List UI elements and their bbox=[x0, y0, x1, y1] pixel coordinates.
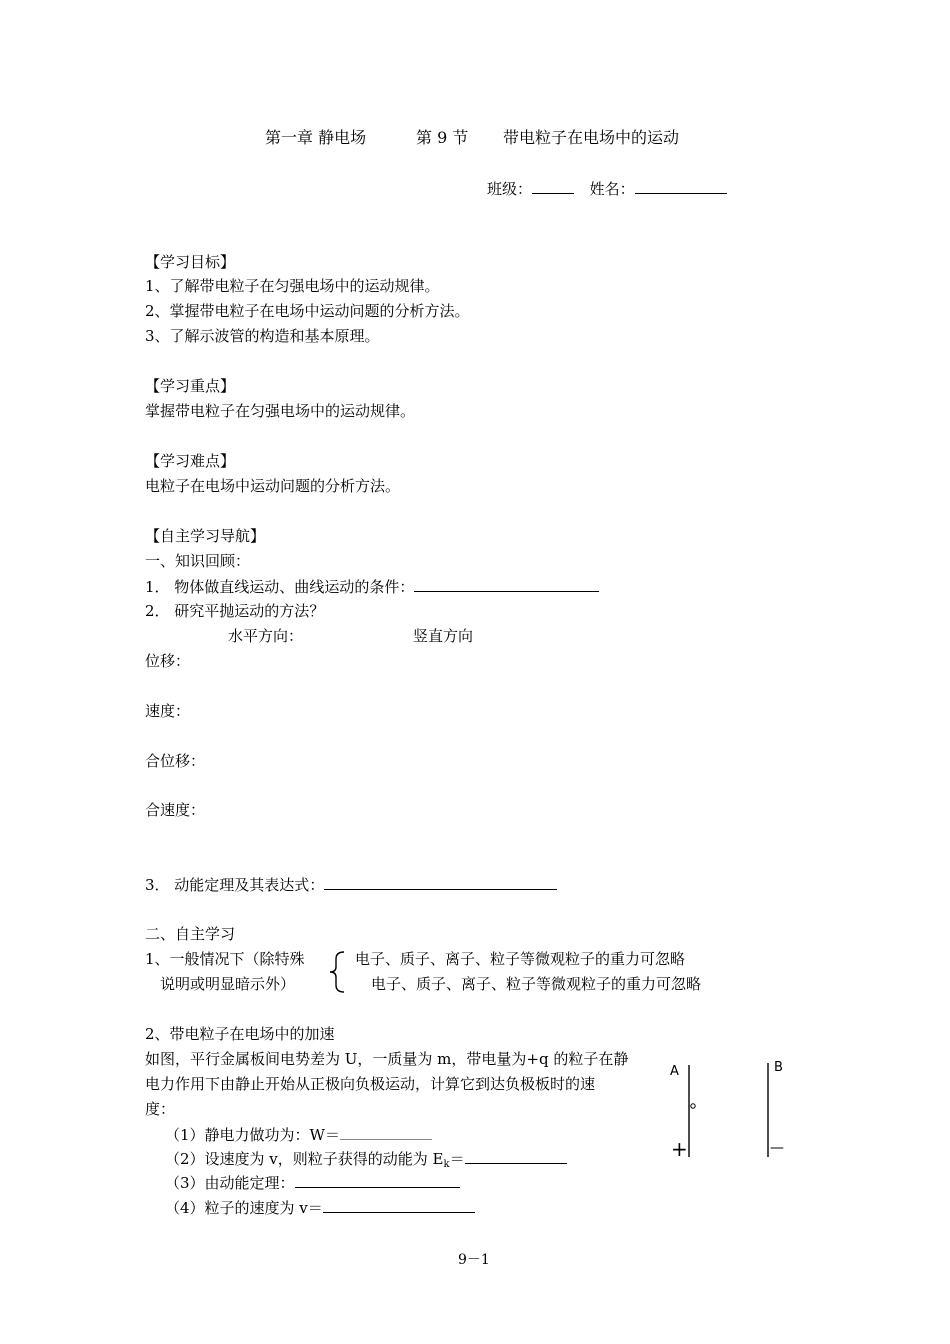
brace-option-2: 电子、质子、离子、粒子等微观粒子的重力可忽略 bbox=[371, 975, 702, 993]
difficulty-text: 电粒子在电场中运动问题的分析方法。 bbox=[145, 477, 401, 495]
question-2: 2． 研究平抛运动的方法？ bbox=[145, 602, 325, 620]
horizontal-label: 水平方向： bbox=[228, 627, 304, 645]
step-2 bbox=[165, 1148, 567, 1175]
plate-a-label: A bbox=[670, 1064, 679, 1079]
gravity-item-line1: 1、一般情况下（除特殊 bbox=[145, 950, 305, 968]
problem-text-line3: 度： bbox=[145, 1100, 176, 1118]
particle-icon bbox=[691, 1104, 695, 1108]
problem-text-line1: 如图，平行金属板间电势差为 U，一质量为 m，带电量为+q 的粒子在静 bbox=[145, 1050, 629, 1068]
answer-blank-1[interactable] bbox=[414, 576, 599, 592]
review-heading: 一、知识回顾： bbox=[145, 552, 251, 570]
page-number: 9－1 bbox=[458, 1252, 490, 1268]
left-brace-icon bbox=[327, 950, 347, 994]
velocity-blank[interactable] bbox=[323, 1197, 475, 1213]
kinetic-energy-blank[interactable] bbox=[465, 1148, 567, 1164]
plus-sign: + bbox=[671, 1137, 688, 1161]
question-3 bbox=[145, 874, 557, 895]
question-1 bbox=[145, 576, 599, 597]
goal-item: 3、了解示波管的构造和基本原理。 bbox=[145, 327, 380, 345]
step-3 bbox=[165, 1172, 460, 1193]
total-velocity-label: 合速度： bbox=[145, 801, 206, 819]
goal-item: 2、掌握带电粒子在电场中运动问题的分析方法。 bbox=[145, 302, 470, 320]
step-2-text: （2）设速度为 v，则粒子获得的动能为 E bbox=[165, 1150, 444, 1168]
total-displacement-label: 合位移： bbox=[145, 752, 206, 770]
class-label: 班级： bbox=[487, 180, 533, 198]
gravity-item-line2: 说明或明显暗示外） bbox=[160, 975, 296, 993]
name-label: 姓名： bbox=[589, 180, 635, 198]
brace-option-1: 电子、质子、离子、粒子等微观粒子的重力可忽略 bbox=[355, 950, 686, 968]
step-1-text: （1）静电力做功为：W＝ bbox=[165, 1126, 340, 1144]
theorem-blank[interactable] bbox=[295, 1172, 460, 1188]
class-field bbox=[487, 178, 727, 199]
work-blank[interactable] bbox=[340, 1124, 432, 1140]
plate-b-label: B bbox=[774, 1060, 783, 1075]
step-2-equals: ＝ bbox=[449, 1150, 465, 1168]
difficulty-heading: 【学习难点】 bbox=[145, 452, 236, 470]
chapter-title: 第一章 静电场 bbox=[265, 128, 367, 147]
velocity-label: 速度： bbox=[145, 702, 191, 720]
topic-title: 带电粒子在电场中的运动 bbox=[503, 128, 680, 147]
vertical-label: 竖直方向 bbox=[413, 627, 474, 645]
class-blank[interactable] bbox=[532, 178, 574, 194]
focus-text: 掌握带电粒子在匀强电场中的运动规律。 bbox=[145, 402, 416, 420]
answer-blank-3[interactable] bbox=[324, 874, 557, 890]
minus-sign: — bbox=[770, 1140, 784, 1156]
step-3-text: （3）由动能定理： bbox=[165, 1174, 295, 1192]
problem-text-line2: 电力作用下由静止开始从正极向负极运动，计算它到达负极板时的速 bbox=[145, 1075, 596, 1093]
guide-heading: 【自主学习导航】 bbox=[145, 527, 266, 545]
parallel-plates-diagram bbox=[660, 1055, 800, 1165]
goal-item: 1、了解带电粒子在匀强电场中的运动规律。 bbox=[145, 277, 440, 295]
subscript-k: k bbox=[443, 1159, 450, 1170]
step-4-text: （4）粒子的速度为 v＝ bbox=[165, 1199, 323, 1217]
goals-heading: 【学习目标】 bbox=[145, 253, 236, 271]
question-3-text: 3． 动能定理及其表达式： bbox=[145, 876, 325, 894]
displacement-label: 位移： bbox=[145, 652, 191, 670]
question-1-text: 1． 物体做直线运动、曲线运动的条件： bbox=[145, 578, 415, 596]
step-1 bbox=[165, 1124, 432, 1145]
section-number: 第 9 节 bbox=[416, 128, 469, 147]
step-4 bbox=[165, 1197, 475, 1218]
name-blank[interactable] bbox=[635, 178, 727, 194]
focus-heading: 【学习重点】 bbox=[145, 377, 236, 395]
self-study-heading: 二、自主学习 bbox=[145, 925, 236, 943]
acceleration-heading: 2、带电粒子在电场中的加速 bbox=[145, 1025, 335, 1043]
